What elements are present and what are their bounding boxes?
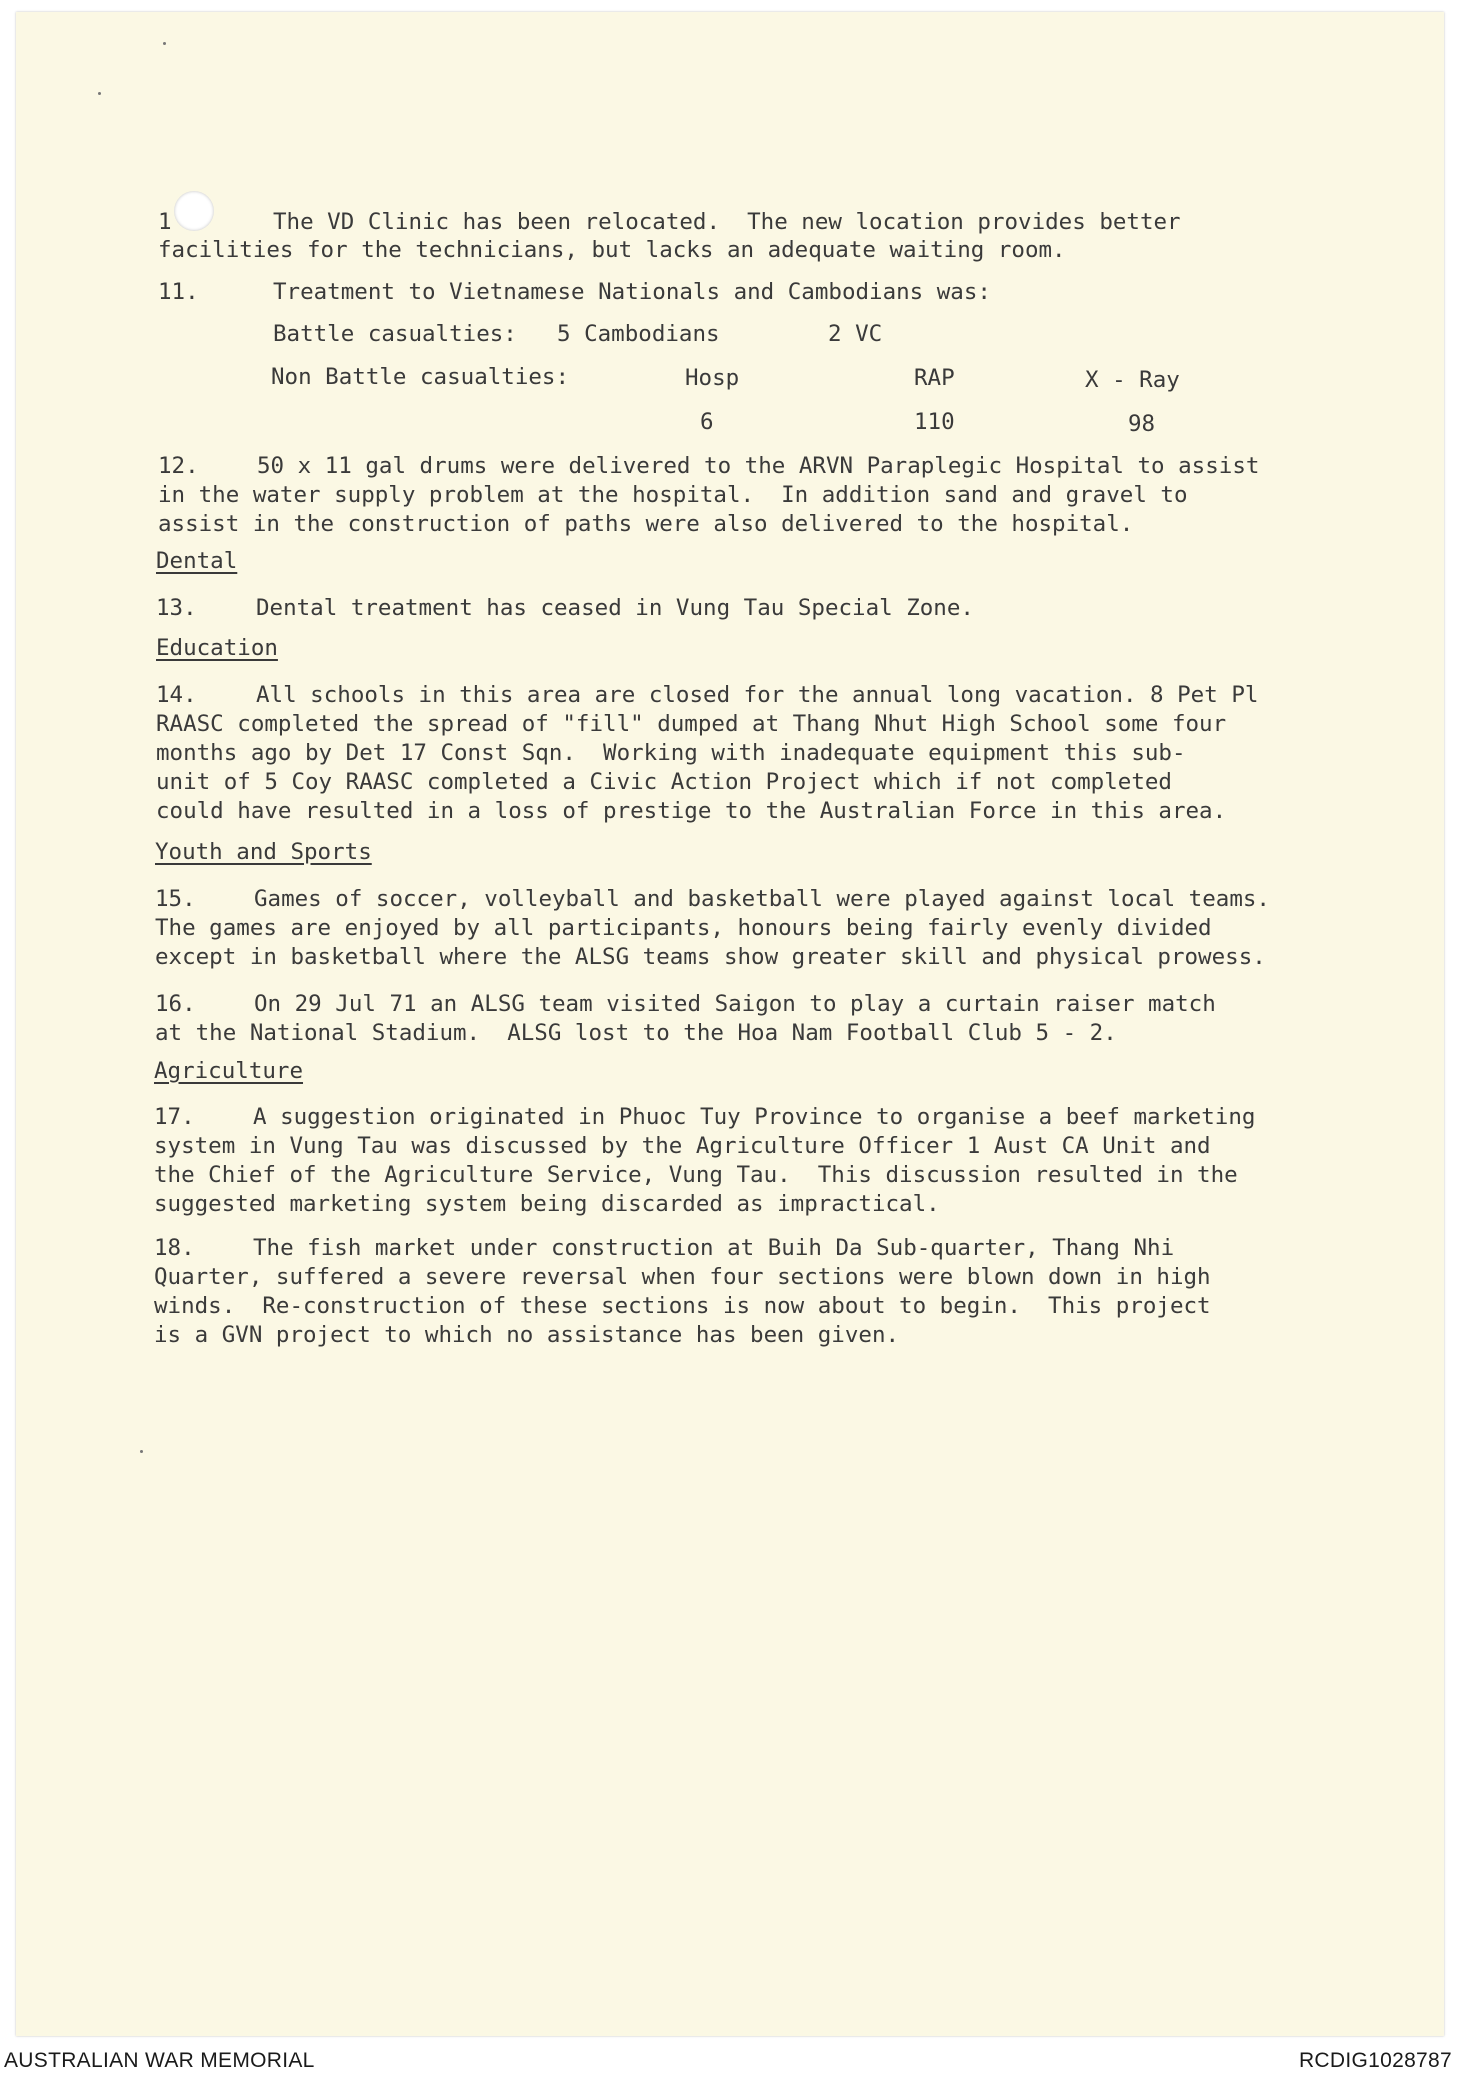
paper-speck <box>98 92 101 95</box>
section-heading-education: Education <box>156 635 278 661</box>
non-battle-casualties-label: Non Battle casualties: <box>271 364 570 390</box>
para-12-line: 50 x 11 gal drums were delivered to the ARVN Paraplegic Hospital to assist <box>257 453 1260 479</box>
column-header-xray: X - Ray <box>1085 367 1180 393</box>
para-11-number: 11. <box>158 279 199 305</box>
para-18-number: 18. <box>154 1235 195 1261</box>
para-12-number: 12. <box>158 453 199 479</box>
value-xray: 98 <box>1128 411 1156 437</box>
battle-cambodians: 5 Cambodians <box>557 321 720 347</box>
para-17-line: system in Vung Tau was discussed by the Agriculture Officer 1 Aust CA Unit and <box>154 1133 1211 1159</box>
battle-casualties-label: Battle casualties: <box>273 321 517 347</box>
paper-speck <box>163 42 166 45</box>
para-10-line: The VD Clinic has been relocated. The new location provides better <box>273 209 1181 235</box>
para-11-intro: Treatment to Vietnamese Nationals and Cambodians was: <box>273 279 991 305</box>
para-15-line: The games are enjoyed by all participants, honours being fairly evenly divided <box>155 915 1212 941</box>
para-17-number: 17. <box>154 1104 195 1130</box>
para-14-line: unit of 5 Coy RAASC completed a Civic Action Project which if not completed <box>156 769 1172 795</box>
para-14-line: months ago by Det 17 Const Sqn. Working with inadequate equipment this sub- <box>156 740 1186 766</box>
para-14-line: could have resulted in a loss of prestige to the Australian Force in this area. <box>156 798 1227 824</box>
para-14-number: 14. <box>156 682 197 708</box>
para-16-line: at the National Stadium. ALSG lost to the Hoa Nam Football Club 5 - 2. <box>155 1020 1117 1046</box>
value-hosp: 6 <box>700 409 714 435</box>
footer-archive-name: AUSTRALIAN WAR MEMORIAL <box>4 2049 315 2072</box>
column-header-rap: RAP <box>914 365 955 391</box>
para-17-line: the Chief of the Agriculture Service, Vung Tau. This discussion resulted in the <box>154 1162 1238 1188</box>
para-18-line: is a GVN project to which no assistance has been given. <box>154 1322 900 1348</box>
para-14-line: RAASC completed the spread of "fill" dumped at Thang Nhut High School some four <box>156 711 1227 737</box>
para-18-line: Quarter, suffered a severe reversal when four sections were blown down in high <box>154 1264 1211 1290</box>
para-17-line: suggested marketing system being discarded as impractical. <box>154 1191 940 1217</box>
para-16-line: On 29 Jul 71 an ALSG team visited Saigon to play a curtain raiser match <box>254 991 1216 1017</box>
section-heading-youth-and-sports: Youth and Sports <box>155 839 372 865</box>
para-14-line: All schools in this area are closed for the annual long vacation. 8 Pet Pl <box>256 682 1259 708</box>
footer-record-id: RCDIG1028787 <box>1298 2049 1452 2072</box>
para-10-line: facilities for the technicians, but lacks an adequate waiting room. <box>158 237 1066 263</box>
section-heading-agriculture: Agriculture <box>154 1058 304 1084</box>
para-10-number: 1 <box>158 209 172 235</box>
para-18-line: The fish market under construction at Buih Da Sub-quarter, Thang Nhi <box>253 1235 1175 1261</box>
battle-vc: 2 VC <box>828 321 883 347</box>
column-header-hosp: Hosp <box>685 365 740 391</box>
punch-hole <box>174 191 214 231</box>
para-18-line: winds. Re-construction of these sections is now about to begin. This project <box>154 1293 1211 1319</box>
para-15-line: except in basketball where the ALSG teams show greater skill and physical prowess. <box>155 944 1266 970</box>
para-15-line: Games of soccer, volleyball and basketball were played against local teams. <box>254 886 1270 912</box>
value-rap: 110 <box>914 409 955 435</box>
para-13-number: 13. <box>156 595 197 621</box>
para-17-line: A suggestion originated in Phuoc Tuy Province to organise a beef marketing <box>253 1104 1256 1130</box>
para-12-line: in the water supply problem at the hospital. In addition sand and gravel to <box>158 482 1188 508</box>
para-13-line: Dental treatment has ceased in Vung Tau Special Zone. <box>256 595 974 621</box>
para-12-line: assist in the construction of paths were also delivered to the hospital. <box>158 511 1134 537</box>
paper-speck <box>140 1450 143 1453</box>
para-15-number: 15. <box>155 886 196 912</box>
section-heading-dental: Dental <box>156 548 238 574</box>
para-16-number: 16. <box>155 991 196 1017</box>
